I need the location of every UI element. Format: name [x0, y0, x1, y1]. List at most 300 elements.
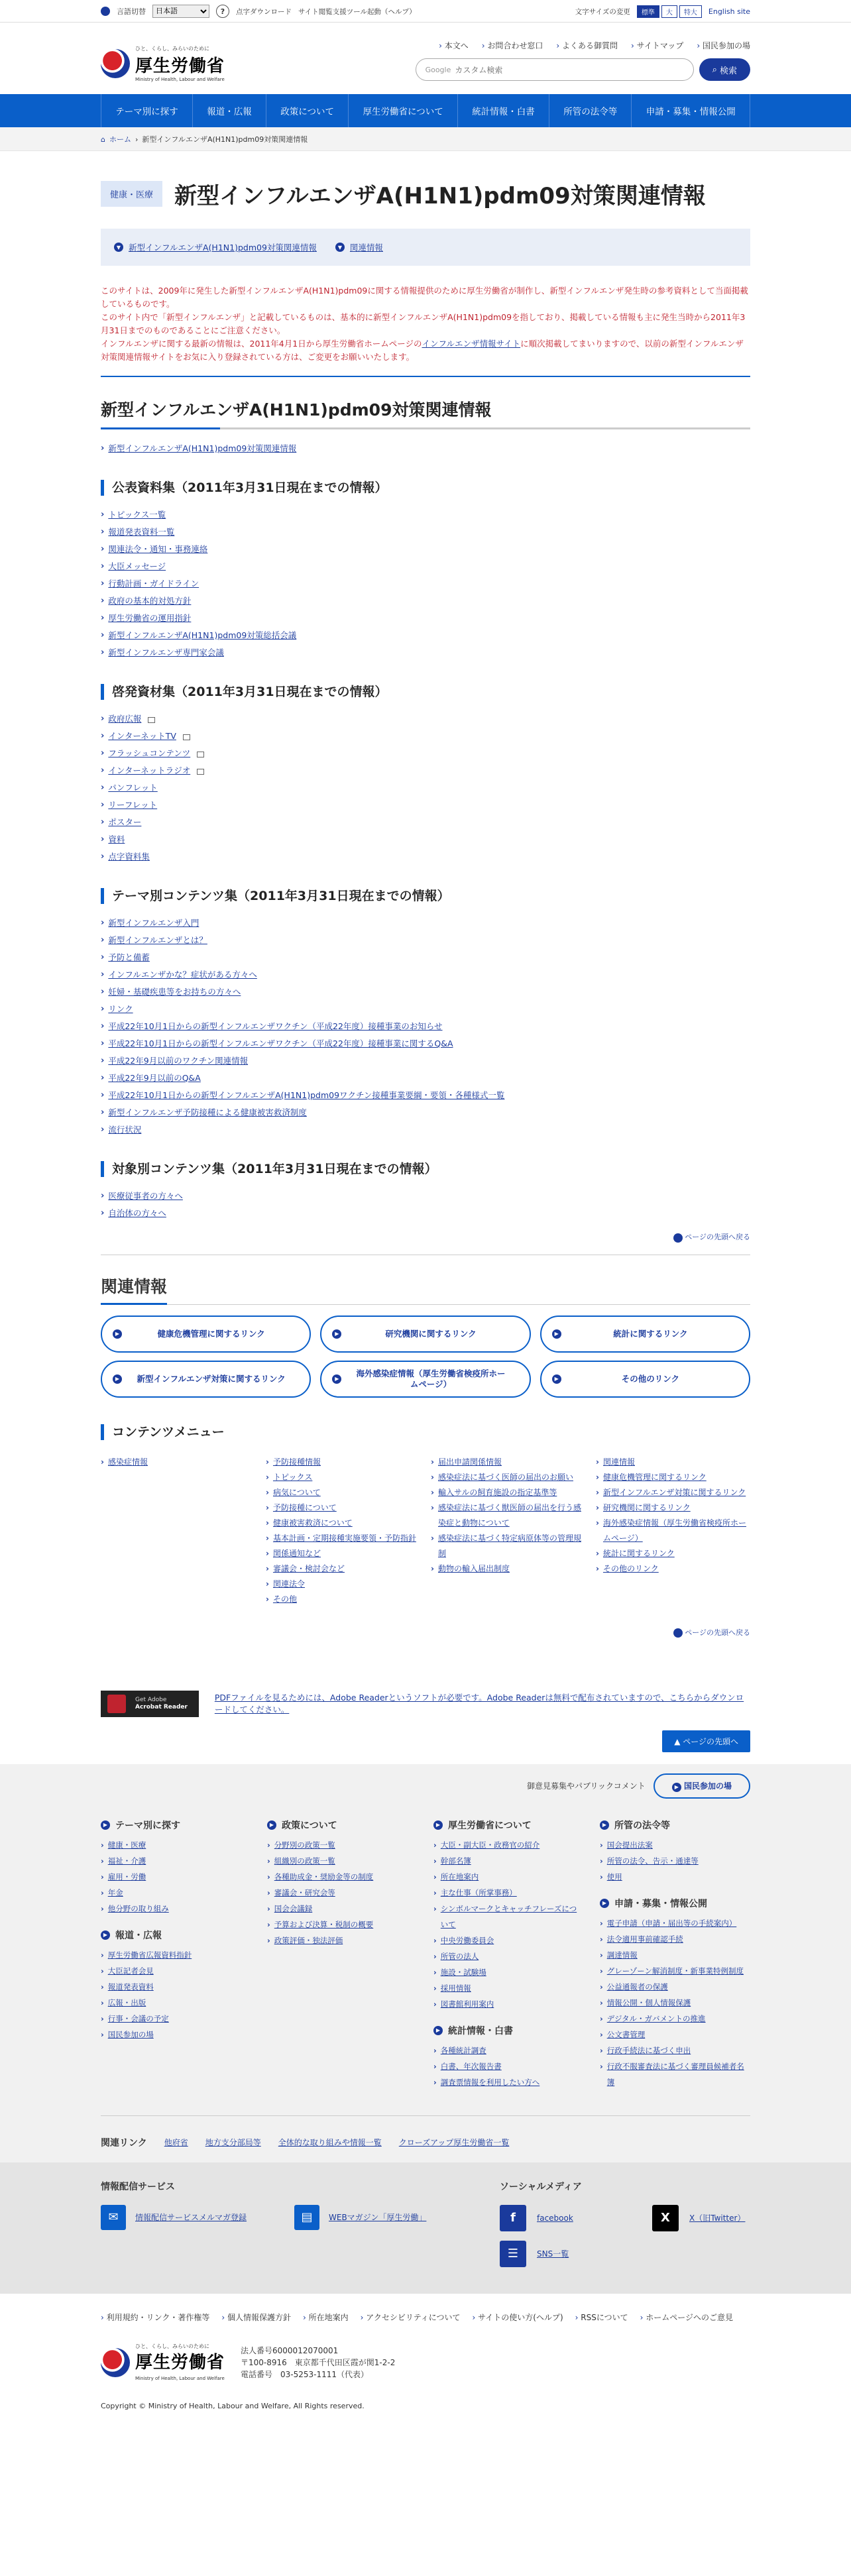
bottom-area: [101, 2294, 750, 2421]
list-item: [600, 1853, 750, 1869]
section-link[interactable]: › 点字資料集: [108, 852, 150, 862]
related-link-label: その他のリンク: [621, 1373, 679, 1384]
section-link[interactable]: › リーフレット: [108, 800, 158, 810]
footer-sitemap-link[interactable]: › 厚生労働省広報資料指針: [107, 1950, 192, 1960]
search-input[interactable]: [416, 58, 694, 81]
book-icon: ▤: [294, 2205, 319, 2230]
footer: [0, 1764, 851, 2162]
footer-sitemap-link[interactable]: › 図書館利用案内: [440, 1999, 494, 2009]
list-item: [101, 1070, 750, 1087]
sns-list-link[interactable]: SNS一覧: [537, 2249, 569, 2259]
contents-menu-link[interactable]: › 予防接種情報: [272, 1457, 321, 1467]
list-item: [600, 1979, 750, 1995]
contents-menu-link[interactable]: › トピックス: [272, 1472, 313, 1482]
list-item: [101, 610, 750, 627]
bottom-link[interactable]: › RSSについて: [575, 2310, 628, 2325]
section-link[interactable]: › 平成22年9月以前のワクチン関連情報: [108, 1056, 249, 1066]
list-item: [431, 1455, 585, 1470]
footer-sitemap-heading-label: 申請・募集・情報公開: [614, 1898, 707, 1909]
footer-sitemap-link[interactable]: › 法令適用事前確認手続: [606, 1934, 683, 1944]
arrow-right-icon: ▶: [433, 1820, 443, 1830]
list-item: [101, 915, 750, 932]
footer-sitemap-link[interactable]: › 採用情報: [440, 1983, 471, 1993]
footer-sitemap-link[interactable]: › 報道発表資料: [107, 1982, 154, 1991]
list-item: [266, 1546, 420, 1561]
arrow-right-icon: ▶: [101, 1931, 110, 1940]
font-size-standard[interactable]: 標準: [637, 5, 659, 18]
footer-sitemap-link[interactable]: › シンボルマークとキャッチフレーズについて: [440, 1903, 577, 1929]
list-item: [101, 779, 750, 797]
section-link[interactable]: › 妊婦・基礎疾患等をお持ちの方々へ: [108, 987, 241, 997]
contents-menu-heading: コンテンツメニュー: [101, 1424, 750, 1440]
anchor-link-main[interactable]: 新型インフルエンザA(H1N1)pdm09対策関連情報: [129, 243, 317, 252]
notice-paragraph-3b: に順次掲載してまいりますので、以前の新型インフルエンザ対策関連情報サイトをお気に入り登録されている方は、ご変更をお願いいたします。: [101, 339, 744, 362]
page-top-link-2[interactable]: [101, 1627, 750, 1638]
footer-sitemap-heading-label: 報道・広報: [115, 1930, 162, 1941]
logo-tagline: ひと、くらし、みらいのために: [135, 2343, 209, 2349]
copyright: Copyright © Ministry of Health, Labour and Welfare, All Rights reserved.: [101, 2401, 365, 2410]
footer-sitemap-heading[interactable]: [600, 1897, 750, 1910]
arrow-right-icon: ▶: [600, 1820, 609, 1830]
participation-button[interactable]: [653, 1773, 750, 1799]
list-item: [101, 1963, 251, 1979]
font-size-label: 文字サイズの変更: [575, 7, 630, 16]
contents-menu-link[interactable]: › 予防接種について: [272, 1502, 337, 1512]
list-item: [267, 1917, 418, 1932]
arrow-right-icon: ▶: [113, 1329, 122, 1339]
footer-sitemap-link[interactable]: › グレーゾーン解消制度・新事業特例制度: [606, 1966, 744, 1976]
bottom-links: [101, 2310, 750, 2325]
footer-sitemap-link[interactable]: › 調査票情報を利用したい方へ: [440, 2077, 540, 2087]
list-item: [101, 1455, 255, 1470]
arrow-right-icon: ▶: [552, 1329, 561, 1339]
footer-sitemap-link[interactable]: › 所在地案内: [440, 1872, 479, 1881]
contents-menu-link[interactable]: › 病気について: [272, 1487, 321, 1497]
contents-menu-link[interactable]: › 感染症情報: [107, 1457, 148, 1467]
list-item: [101, 762, 750, 779]
contents-menu-column: [266, 1455, 420, 1607]
section-link[interactable]: › インターネットTV: [108, 731, 176, 741]
contents-menu-link[interactable]: › 統計に関するリンク: [602, 1548, 675, 1558]
list-item: [101, 2011, 251, 2027]
list-item: [431, 1531, 585, 1561]
nav-laws[interactable]: 所管の法令等: [549, 94, 632, 127]
section-link[interactable]: › 医療従事者の方々へ: [108, 1191, 183, 1201]
list-item: [431, 1485, 585, 1500]
contents-menu-link[interactable]: › 新型インフルエンザ対策に関するリンク: [602, 1487, 746, 1497]
section-link[interactable]: › 資料: [108, 834, 125, 844]
search-button[interactable]: [699, 58, 750, 81]
section-link[interactable]: › 報道発表資料一覧: [108, 527, 175, 537]
section-link[interactable]: › インターネットラジオ: [108, 765, 191, 775]
contents-menu-link[interactable]: › 動物の輸入届出制度: [437, 1563, 510, 1573]
sitemap-link[interactable]: › サイトマップ: [631, 40, 683, 51]
section-link[interactable]: › 平成22年10月1日からの新型インフルエンザA(H1N1)pdm09ワクチン接種事業要綱・要領・各種様式一覧: [108, 1090, 505, 1100]
page-top-label: ページの先頭へ戻る: [685, 1628, 750, 1637]
footer-sitemap-column: [600, 1819, 750, 2102]
footer-sitemap-link[interactable]: › 情報公開・個人情報保護: [606, 1997, 691, 2007]
breadcrumb-home[interactable]: ホーム: [109, 135, 131, 144]
contents-menu-link[interactable]: › 感染症法に基づく特定病原体等の管理規制: [437, 1533, 581, 1558]
contents-menu-link[interactable]: › その他: [272, 1594, 297, 1604]
mail-icon: ✉: [101, 2205, 126, 2230]
list-item: [101, 814, 750, 831]
search-icon: ⌕: [712, 64, 720, 75]
footer-sitemap-link[interactable]: › 所管の法令、告示・通達等: [606, 1856, 699, 1866]
related-link-button[interactable]: [320, 1361, 530, 1398]
footer-logo[interactable]: [101, 2339, 225, 2386]
english-site-link[interactable]: English site: [708, 7, 750, 16]
badge-line-1: Get Adobe: [135, 1697, 167, 1703]
footer-sitemap-heading[interactable]: [267, 1819, 418, 1832]
section-link[interactable]: › リンク: [108, 1004, 133, 1014]
main-content: [101, 178, 750, 1752]
footer-sitemap-link[interactable]: › 国会提出法案: [606, 1840, 653, 1850]
contents-menu-column: [596, 1455, 750, 1607]
contents-menu-link[interactable]: › 海外感染症情報（厚生労働省検疫所ホームページ）: [602, 1518, 746, 1543]
contents-menu-link[interactable]: › 審議会・検討会など: [272, 1563, 345, 1573]
footer-sitemap-link[interactable]: › 施設・試験場: [440, 1967, 486, 1977]
arrow-down-icon: ▼: [335, 243, 345, 252]
related-link-button[interactable]: [540, 1361, 750, 1398]
list-item: [101, 1837, 251, 1853]
contents-menu-link[interactable]: › 関係通知など: [272, 1548, 321, 1558]
footer-sitemap-link[interactable]: › 行政手続法に基づく申出: [606, 2045, 691, 2055]
related-link-label: 統計に関するリンク: [613, 1328, 688, 1339]
footer-sitemap-link[interactable]: › デジタル・ガバメントの推進: [606, 2013, 706, 2023]
list-item: [101, 1979, 251, 1995]
footer-sitemap-link[interactable]: › 国会会議録: [274, 1903, 313, 1913]
footer-sitemap-link[interactable]: › 分野別の政策一覧: [274, 1840, 335, 1850]
contents-menu-link[interactable]: › 感染症法に基づく医師の届出のお願い: [437, 1472, 573, 1482]
section-link[interactable]: › 行動計画・ガイドライン: [108, 579, 199, 588]
footer-sitemap-link[interactable]: › 広報・出版: [107, 1997, 146, 2007]
footer-sitemap-link[interactable]: › 福祉・介護: [107, 1856, 146, 1866]
section-link[interactable]: › 新型インフルエンザ予防接種による健康被害救済制度: [108, 1107, 307, 1117]
related-link-initiatives[interactable]: 全体的な取り組みや情報一覧: [278, 2138, 382, 2147]
contents-menu-column: [101, 1455, 255, 1607]
bottom-link[interactable]: › サイトの使い方(ヘルプ): [473, 2310, 563, 2325]
footer-sitemap-heading[interactable]: [433, 1819, 584, 1832]
related-link-button[interactable]: [320, 1316, 530, 1353]
web-magazine-link[interactable]: WEBマガジン「厚生労働」: [329, 2213, 427, 2222]
list-item: [101, 1205, 750, 1222]
adobe-reader-notice: [101, 1691, 750, 1717]
related-link-label: 海外感染症情報（厚生労働省検疫所ホームページ）: [356, 1368, 506, 1389]
anchor-links: [101, 229, 750, 266]
category-tag: 健康・医療: [101, 181, 162, 207]
list-item: [101, 797, 750, 814]
logo-mark-icon: [101, 2348, 130, 2377]
footer-sitemap-link[interactable]: › 公益通報者の保護: [606, 1982, 668, 1991]
list-item: [267, 1901, 418, 1917]
list-item: [267, 1869, 418, 1885]
list-item: [596, 1470, 750, 1485]
browse-support-link[interactable]: サイト閲覧支援ツール起動（ヘルプ）: [298, 7, 416, 16]
list-item: [600, 1931, 750, 1947]
section-link[interactable]: › 新型インフルエンザA(H1N1)pdm09対策総括会議: [108, 630, 297, 640]
list-item: [101, 1001, 750, 1018]
list-item: [101, 745, 750, 762]
notice-paragraph-1: このサイトは、2009年に発生した新型インフルエンザA(H1N1)pdm09に関する情報提供のために厚生労働省が制作し、新型インフルエンザ発生時の参考資料として当面掲載しているものです。: [101, 286, 748, 309]
nav-about[interactable]: 厚生労働省について: [348, 94, 457, 127]
section-link[interactable]: › 平成22年9月以前のQ&A: [108, 1073, 201, 1083]
contents-menu-link[interactable]: › 健康被害救済について: [272, 1518, 353, 1528]
phone-number: 電話番号 03-5253-1111（代表）: [241, 2369, 369, 2379]
list-item: [101, 966, 750, 983]
adobe-reader-badge[interactable]: [101, 1691, 199, 1717]
breadcrumb: [0, 127, 851, 151]
corporate-number: 法人番号6000012070001: [241, 2345, 339, 2355]
adobe-download-link[interactable]: PDFファイルを見るためには、Adobe Readerというソフトが必要です。Adobe Readerは無料で配布されていますので、こちらからダウンロードしてください。: [214, 1693, 744, 1714]
bottom-link[interactable]: › ホームページへのご意見: [640, 2310, 733, 2325]
section-link[interactable]: › 厚生労働省の運用指針: [108, 613, 192, 623]
list-item: [433, 1996, 584, 2012]
font-size-xlarge[interactable]: 特大: [679, 5, 702, 18]
external-link-icon: [197, 769, 204, 775]
footer-sitemap-heading[interactable]: [433, 2024, 584, 2037]
list-item: [600, 1915, 750, 1931]
page-top-button[interactable]: ▲ ページの先頭へ: [662, 1730, 750, 1752]
facebook-link[interactable]: facebook: [537, 2213, 573, 2223]
list-item: [101, 932, 750, 949]
page-top-link-1[interactable]: [101, 1231, 750, 1243]
section-link[interactable]: › パンフレット: [108, 783, 158, 793]
search-placeholder: カスタム検索: [455, 65, 503, 75]
nav-statistics[interactable]: 統計情報・白書: [457, 94, 549, 127]
list-item: [433, 2043, 584, 2058]
section-link[interactable]: › ポスター: [108, 817, 142, 827]
globe-icon: [101, 7, 110, 16]
list-item: [596, 1500, 750, 1516]
section-link[interactable]: › 予防と備蓄: [108, 952, 150, 962]
list-item: [433, 2074, 584, 2090]
list-item: [431, 1470, 585, 1485]
related-link-button[interactable]: [101, 1361, 311, 1398]
list-item: [600, 2058, 750, 2090]
section-link[interactable]: › 平成22年10月1日からの新型インフルエンザワクチン（平成22年度）接種事業に関するQ&A: [108, 1038, 453, 1048]
footer-sitemap-link[interactable]: › 主な仕事（所掌事務）: [440, 1887, 517, 1897]
contents-menu-link[interactable]: › その他のリンク: [602, 1563, 659, 1573]
section-link[interactable]: › 新型インフルエンザ入門: [108, 918, 199, 928]
section-link[interactable]: › 平成22年10月1日からの新型インフルエンザワクチン（平成22年度）接種事業のお知らせ: [108, 1021, 443, 1031]
list-item: [431, 1500, 585, 1531]
list-item: [600, 2011, 750, 2027]
section-link[interactable]: › 政府の基本的対処方針: [108, 596, 192, 606]
faq-link[interactable]: › よくある御質問: [556, 40, 618, 51]
list-item: [266, 1485, 420, 1500]
external-link-icon: [148, 717, 155, 723]
related-link-closeup[interactable]: クローズアップ厚生労働省一覧: [398, 2138, 510, 2147]
related-link-ministries[interactable]: 他府省: [164, 2138, 188, 2147]
contents-menu-link[interactable]: › 基本計画・定期接種実施要領・予防指針: [272, 1533, 416, 1543]
footer-sitemap-list: [101, 1837, 251, 1917]
list-item: [101, 1018, 750, 1035]
footer-sitemap-link[interactable]: › 中央労働委員会: [440, 1935, 494, 1945]
heading-rule: [101, 427, 750, 429]
related-link-button[interactable]: [540, 1316, 750, 1353]
list-item: [101, 710, 750, 728]
help-button[interactable]: ?: [216, 5, 229, 18]
section-heading: 対象別コンテンツ集（2011年3月31日現在までの情報）: [101, 1161, 750, 1177]
footer-sitemap-link[interactable]: › 大臣・副大臣・政務官の紹介: [440, 1840, 540, 1850]
footer-sitemap-link[interactable]: › 大臣記者会見: [107, 1966, 154, 1976]
footer-sitemap-link[interactable]: › 白書、年次報告書: [440, 2061, 502, 2071]
footer-sitemap-link[interactable]: › 年金: [107, 1887, 123, 1897]
list-item: [433, 1885, 584, 1901]
section-link[interactable]: › 関連法令・通知・事務連絡: [108, 544, 208, 554]
footer-sitemap-link[interactable]: › 行事・会議の予定: [107, 2013, 169, 2023]
section-link[interactable]: › 新型インフルエンザ専門家会議: [108, 647, 224, 657]
footer-sitemap-list: [433, 1837, 584, 2012]
language-select[interactable]: [152, 5, 209, 18]
section-link[interactable]: › インフルエンザかな？症状がある方々へ: [108, 970, 257, 980]
home-icon: ⌂: [101, 135, 105, 144]
list-item: [266, 1516, 420, 1531]
section-link[interactable]: › 政府広報: [108, 714, 142, 724]
contents-menu-link[interactable]: › 感染症法に基づく獣医師の届出を行う感染症と動物について: [437, 1502, 581, 1528]
section-link-list: [101, 506, 750, 661]
list-item: [600, 1837, 750, 1853]
section-link[interactable]: › 新型インフルエンザとは？: [108, 935, 207, 945]
contents-menu-link[interactable]: › 健康危機管理に関するリンク: [602, 1472, 707, 1482]
arrow-right-icon: ▶: [552, 1374, 561, 1384]
footer-sitemap-heading-label: 政策について: [282, 1820, 337, 1831]
arrow-right-icon: ▶: [101, 1820, 110, 1830]
related-link-local-bureaus[interactable]: 地方支分部局等: [205, 2138, 261, 2147]
external-link-icon: [197, 752, 204, 757]
footer-sitemap-link[interactable]: › 電子申請（申請・届出等の手続案内）: [606, 1918, 737, 1928]
contents-menu-link[interactable]: › 関連情報: [602, 1457, 635, 1467]
nav-themes[interactable]: テーマ別に探す: [101, 94, 192, 127]
page-title: 新型インフルエンザA(H1N1)pdm09対策関連情報: [174, 183, 706, 209]
font-size-large[interactable]: 大: [661, 5, 677, 18]
participation-link[interactable]: › 国民参加の場: [697, 40, 750, 51]
footer-sitemap-link[interactable]: › 行政不服審査法に基づく審理員候補者名簿: [606, 2061, 744, 2087]
arrow-right-icon: ▶: [433, 2026, 443, 2035]
footer-sitemap-link[interactable]: › 公文書管理: [606, 2029, 646, 2039]
contents-menu-link[interactable]: › 研究機関に関するリンク: [602, 1502, 691, 1512]
footer-sitemap: [101, 1819, 750, 2102]
list-item: [433, 1980, 584, 1996]
section-link[interactable]: › トピックス一覧: [108, 510, 166, 520]
footer-sitemap-heading-label: テーマ別に探す: [115, 1820, 180, 1831]
section-heading: 公表資料集（2011年3月31日現在までの情報）: [101, 480, 750, 496]
footer-sitemap-link[interactable]: › 各種助成金・奨励金等の制度: [274, 1872, 374, 1881]
nav-applications[interactable]: 申請・募集・情報公開: [631, 94, 750, 127]
list-item: [600, 2027, 750, 2043]
footer-sitemap-link[interactable]: › 審議会・研究会等: [274, 1887, 335, 1897]
logo-name: 厚生労働省: [135, 56, 225, 76]
section-heading: 啓発資材集（2011年3月31日現在までの情報）: [101, 684, 750, 700]
site-logo[interactable]: [101, 45, 225, 82]
footer-sitemap-column: [267, 1819, 418, 2102]
list-item: [101, 1121, 750, 1139]
main-related-link[interactable]: › 新型インフルエンザA(H1N1)pdm09対策関連情報: [108, 443, 297, 453]
list-item: [101, 728, 750, 745]
footer-sitemap-heading[interactable]: [101, 1819, 251, 1832]
notice-text: [101, 284, 750, 364]
section-heading-main: 新型インフルエンザA(H1N1)pdm09対策関連情報: [101, 400, 492, 420]
influenza-info-link[interactable]: インフルエンザ情報サイト: [422, 339, 521, 349]
opinion-label: 御意見募集やパブリックコメント: [526, 1781, 646, 1791]
footer-sitemap-link[interactable]: › 政策評価・独法評価: [274, 1935, 343, 1945]
bottom-link[interactable]: › 個人情報保護方針: [221, 2310, 291, 2325]
list-item: [101, 848, 750, 866]
list-item: [101, 558, 750, 575]
list-item: [266, 1577, 420, 1592]
list-item: [433, 1869, 584, 1885]
related-link-button[interactable]: [101, 1316, 311, 1353]
footer-related-links: [101, 2115, 750, 2149]
contents-menu-link[interactable]: › 届出申請関係情報: [437, 1457, 502, 1467]
address: 〒100-8916 東京都千代田区霞が関1-2-2: [241, 2357, 396, 2367]
divider: [101, 376, 750, 377]
contact-link[interactable]: › お問合わせ窓口: [482, 40, 543, 51]
mail-magazine-link[interactable]: 情報配信サービスメルマガ登録: [135, 2213, 247, 2222]
language-label: 言語切替: [117, 7, 146, 16]
footer-sitemap-link[interactable]: › 各種統計調査: [440, 2045, 486, 2055]
arrow-up-icon: ▲: [673, 1233, 683, 1243]
arrow-right-icon: ▶: [600, 1899, 609, 1908]
nav-press[interactable]: 報道・広報: [192, 94, 266, 127]
breadcrumb-separator: ›: [135, 135, 139, 144]
section-link[interactable]: › 大臣メッセージ: [108, 561, 166, 571]
breadcrumb-current: 新型インフルエンザA(H1N1)pdm09対策関連情報: [142, 135, 308, 144]
footer-sitemap-column: [433, 1819, 584, 2102]
contents-menu-link[interactable]: › 輸入サルの飼育施設の指定基準等: [437, 1487, 557, 1497]
logo-name: 厚生労働省: [135, 2352, 225, 2373]
footer-sitemap-heading[interactable]: [101, 1929, 251, 1942]
badge-line-2: Acrobat Reader: [135, 1704, 188, 1710]
footer-sitemap-link[interactable]: › 使用: [606, 1872, 622, 1881]
anchor-link-related[interactable]: 関連情報: [349, 243, 383, 252]
footer-sitemap-link[interactable]: › 所管の法人: [440, 1951, 479, 1961]
notice-paragraph-3a: インフルエンザに関する最新の情報は、2011年4月1日から厚生労働省ホームページの: [101, 339, 422, 349]
list-item: [101, 1188, 750, 1205]
list-item: [101, 440, 750, 457]
contents-menu-column: [431, 1455, 585, 1607]
nav-policy[interactable]: 政策について: [266, 94, 348, 127]
contents-menu-link[interactable]: › 関連法令: [272, 1579, 305, 1589]
section-link[interactable]: › フラッシュコンテンツ: [108, 748, 191, 758]
x-link[interactable]: X（旧Twitter）: [689, 2213, 746, 2223]
bottom-link[interactable]: › アクセシビリティについて: [361, 2310, 461, 2325]
list-item: [267, 1853, 418, 1869]
skip-to-content-link[interactable]: › 本文へ: [439, 40, 469, 51]
x-icon: X: [652, 2205, 679, 2231]
section-link[interactable]: › 流行状況: [108, 1125, 142, 1135]
section-link[interactable]: › 自治体の方々へ: [108, 1208, 166, 1218]
footer-sitemap-link[interactable]: › 他分野の取り組み: [107, 1903, 169, 1913]
footer-sitemap-link[interactable]: › 幹部名簿: [440, 1856, 471, 1866]
braille-download-link[interactable]: 点字ダウンロード: [236, 7, 292, 16]
footer-sitemap-link[interactable]: › 調達情報: [606, 1950, 638, 1960]
list-item: [101, 575, 750, 592]
bottom-link[interactable]: › 所在地案内: [303, 2310, 349, 2325]
arrow-right-icon: ▶: [332, 1374, 341, 1384]
footer-sitemap-link[interactable]: › 国民参加の場: [107, 2029, 154, 2039]
list-item: [101, 1995, 251, 2011]
bottom-link[interactable]: › 利用規約・リンク・著作権等: [101, 2310, 209, 2325]
footer-sitemap-heading[interactable]: [600, 1819, 750, 1832]
arrow-right-icon: ▶: [267, 1820, 276, 1830]
footer-sitemap-link[interactable]: › 雇用・労働: [107, 1872, 146, 1881]
footer-sitemap-link[interactable]: › 予算および決算・税制の概要: [274, 1919, 374, 1929]
footer-sitemap-link[interactable]: › 健康・医療: [107, 1840, 146, 1850]
footer-sitemap-link[interactable]: › 組織別の政策一覧: [274, 1856, 335, 1866]
footer-sitemap-list: [600, 1915, 750, 2090]
